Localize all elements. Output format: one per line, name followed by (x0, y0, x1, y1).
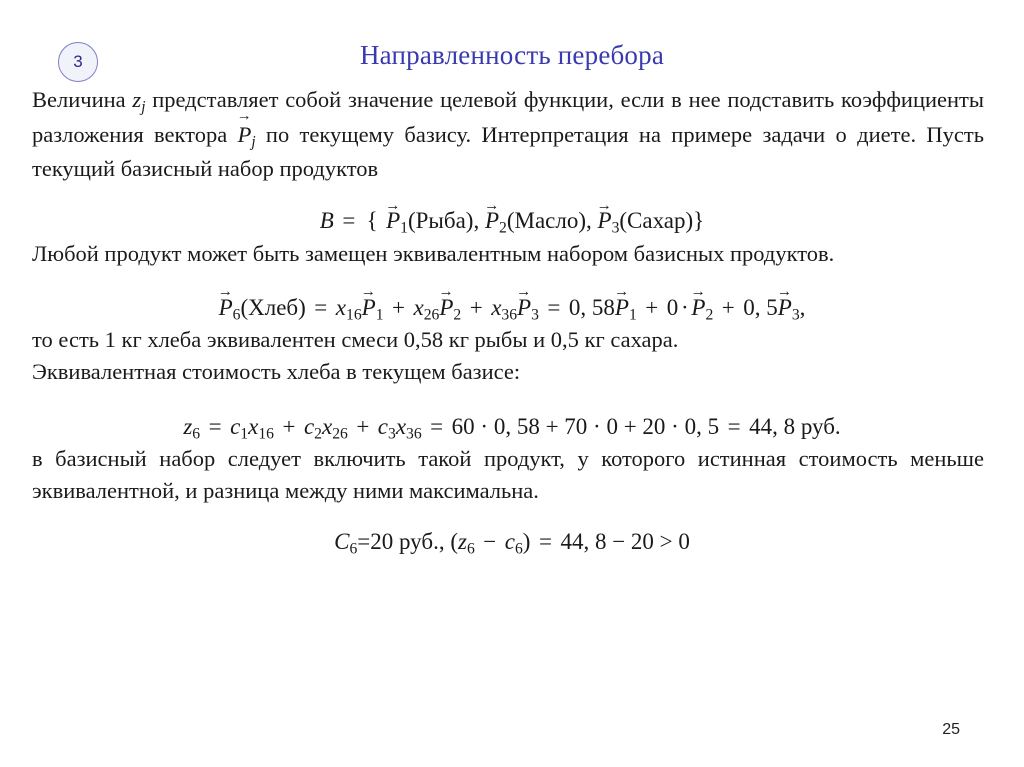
math-vector-P-j: → $P_j$ (238, 122, 256, 147)
equation-bread-decomposition: → P6(Хлеб) = x16→ P1 + x26→ P2 + x36→ P3 = 0, 58→ P1 + 0 · → P2 + 0, 5→ P3, (0, 294, 1024, 325)
paragraph-equivalence: то есть 1 кг хлеба эквивалентен смеси 0,58 кг рыбы и 0,5 кг сахара. (32, 327, 679, 353)
paragraph-equivalent-cost: Эквивалентная стоимость хлеба в текущем базисе: (32, 358, 521, 384)
paragraph-substitution: Любой продукт может быть замещен эквивалентным набором базисных продуктов. (32, 240, 835, 266)
paragraph-conclusion: в базисный набор следует включить такой продукт, у которого истинная стоимость меньше эквивалентной, и разница между ними максимальна. (32, 446, 984, 504)
equation-basis-set: B = { → P1(Рыба), → P2(Масло), → P3(Сахар)} (0, 207, 1024, 238)
paragraph-intro-part-c: по текущему базису. Интерпретация на примере задачи о диете. Пусть текущий базисный набор продуктов (32, 122, 985, 182)
slide-number-badge: 3 (58, 42, 98, 82)
page-title: Направленность перебора (359, 40, 665, 70)
page-number: 25 (942, 721, 960, 738)
slide-content (0, 84, 1024, 559)
paragraph-intro-part-a: Величина (32, 87, 126, 112)
math-z-j: $z_j$ (132, 87, 146, 116)
equation-equivalent-cost: z6 = c1x16 + c2x26 + c3x36 = 60 · 0, 58 + 70 · 0 + 20 · 0, 5 = 44, 8 руб. (183, 413, 841, 443)
paragraph-intro-part-b: представляет собой значение целевой функции, если в нее подставить коэффициенты разложения вектора (32, 87, 985, 148)
paragraph-intro (0, 84, 1024, 185)
equation-true-cost: C6=20 руб., (z6 − c6) = 44, 8 − 20 > 0 (334, 529, 690, 558)
